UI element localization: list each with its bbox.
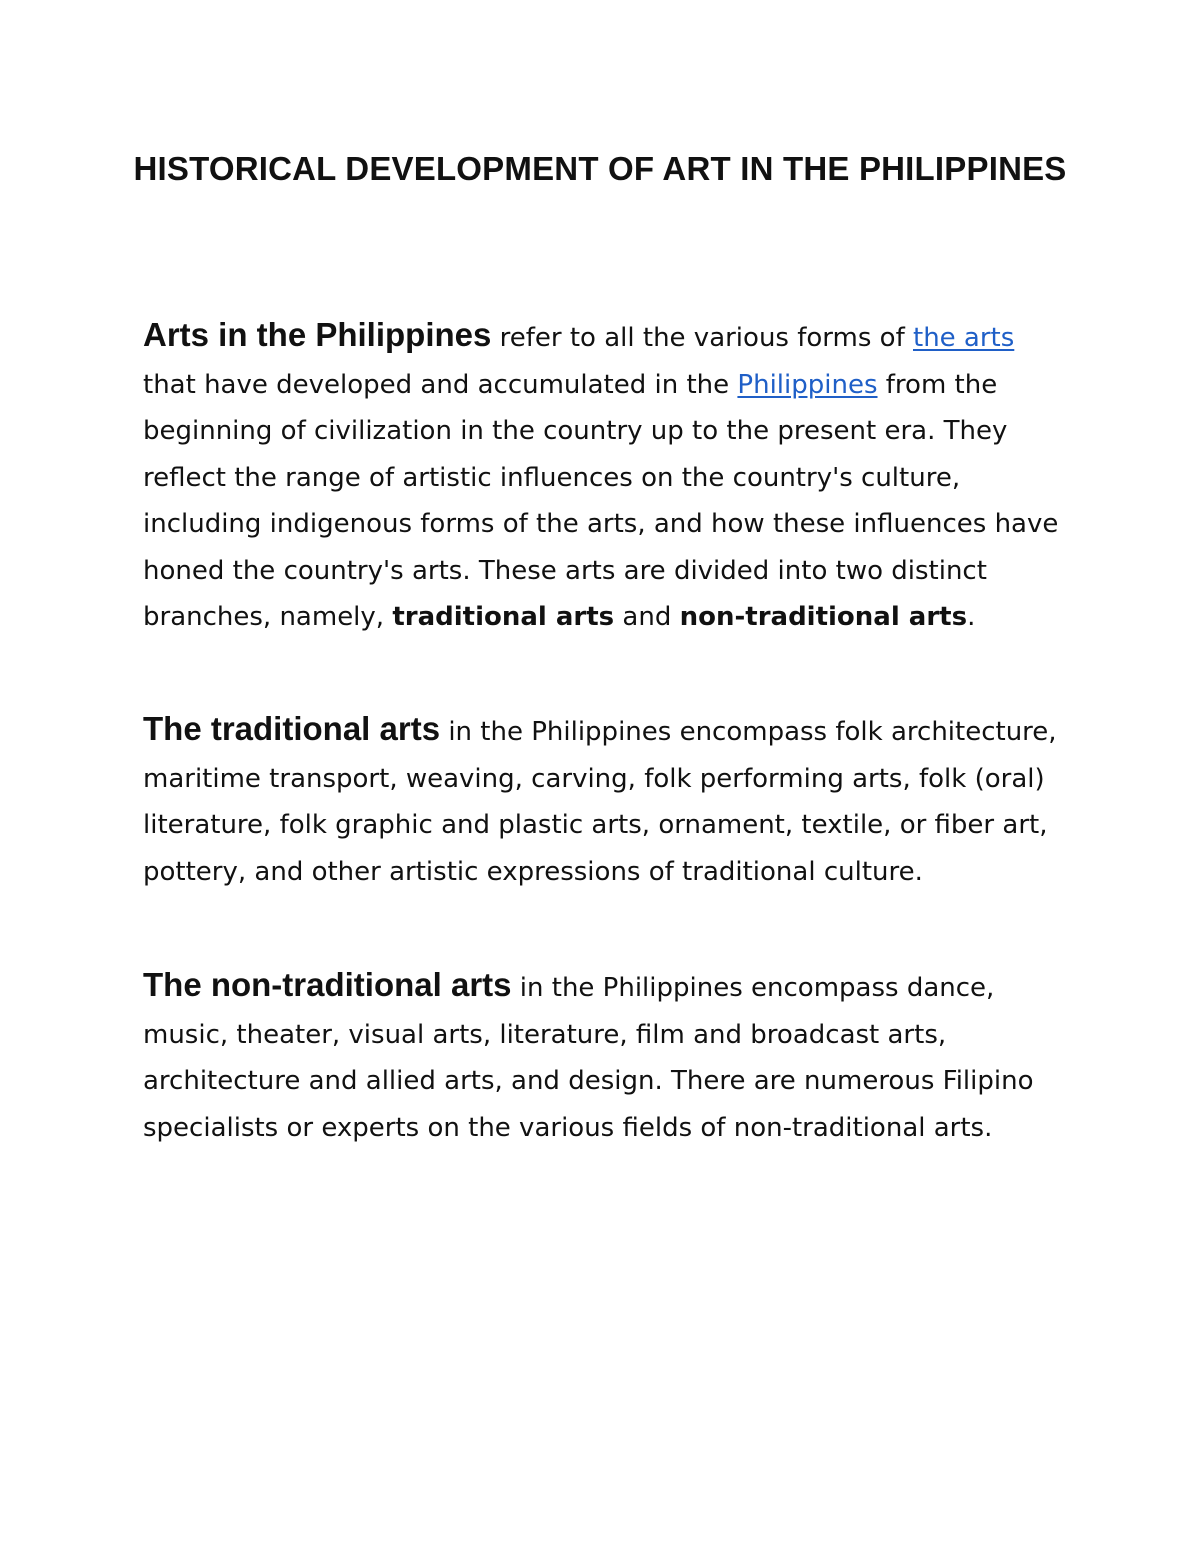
traditional-arts-term: traditional arts xyxy=(392,602,615,632)
the-arts-link[interactable]: the arts xyxy=(913,323,1015,353)
paragraph-intro-text-5: . xyxy=(967,602,976,632)
paragraph-traditional-lead: The traditional arts xyxy=(143,710,441,747)
paragraph-traditional-arts xyxy=(143,706,1063,895)
paragraph-intro-lead: Arts in the Philippines xyxy=(143,316,492,353)
philippines-link[interactable]: Philippines xyxy=(737,369,878,400)
paragraph-intro-text-4: and xyxy=(614,602,680,632)
paragraph-traditional-text: in the Philippines encompass folk architecture, maritime transport, weaving, carving, folk performing arts, folk (oral) literature, folk graphic and plastic arts, ornament, textile, or fiber art, pottery, and other artistic expressions of traditional culture. xyxy=(143,717,1057,887)
paragraph-intro xyxy=(143,312,1063,641)
paragraph-intro-text-1: refer to all the various forms of xyxy=(491,323,913,353)
paragraph-intro-text-2: that have developed and accumulated in the xyxy=(143,369,738,400)
paragraph-non-traditional-lead: The non-traditional arts xyxy=(143,966,512,1003)
paragraph-intro-text-3: from the beginning of civilization in the country up to the present era. They reflect the range of artistic influences on the country's culture, including indigenous forms of the arts, and how these influences have honed the country's arts. These arts are divided into two distinct branches, namely, xyxy=(143,369,1059,632)
non-traditional-arts-term: non-traditional arts xyxy=(679,602,968,632)
paragraph-non-traditional-arts xyxy=(143,962,1063,1151)
document-title: HISTORICAL DEVELOPMENT OF ART IN THE PHILIPPINES xyxy=(133,150,1067,187)
paragraph-non-traditional-text: in the Philippines encompass dance, music, theater, visual arts, literature, film and broadcast arts, architecture and allied arts, and design. There are numerous Filipino specialists or experts on the various fields of non-traditional arts. xyxy=(143,973,1034,1143)
